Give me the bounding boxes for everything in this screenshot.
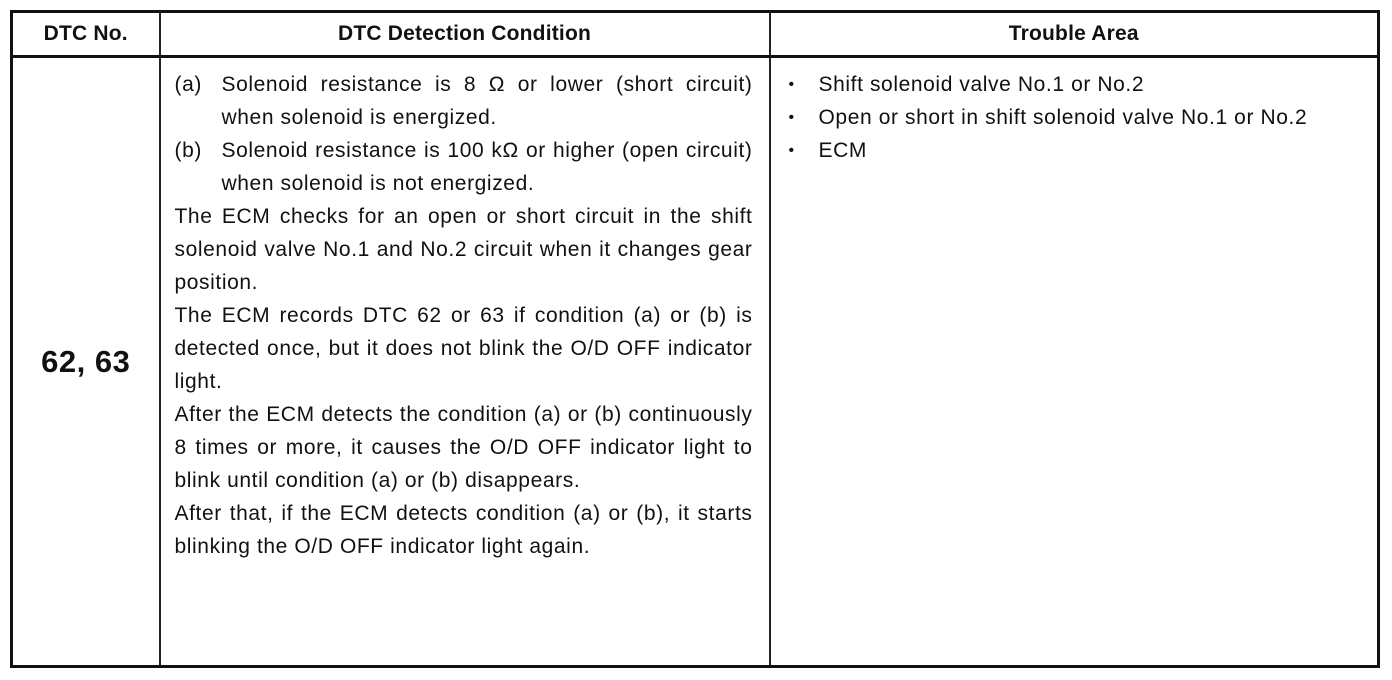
header-detection-condition: DTC Detection Condition	[160, 12, 770, 57]
bullet-icon: •	[788, 76, 795, 93]
trouble-area-text: Open or short in shift solenoid valve No.1 or No.2	[818, 106, 1308, 129]
trouble-area-item	[787, 134, 1360, 167]
header-dtc-no: DTC No.	[12, 12, 160, 57]
header-trouble-area: Trouble Area	[770, 12, 1379, 57]
condition-paragraph: After the ECM detects the condition (a) or (b) continuously 8 times or more, it causes the O/D OFF indicator light to blink until condition (a) or (b) disappears.	[174, 403, 753, 492]
table-row	[12, 57, 1379, 667]
trouble-area-text: ECM	[818, 139, 867, 162]
trouble-area-item	[787, 68, 1360, 101]
dtc-table	[10, 10, 1380, 668]
condition-text-a: Solenoid resistance is 8 Ω or lower (short circuit) when solenoid is energized.	[221, 73, 753, 129]
bullet-icon: •	[788, 142, 795, 159]
bullet-icon: •	[788, 109, 795, 126]
trouble-area-item	[787, 101, 1360, 134]
header-row	[12, 12, 1379, 57]
detection-condition-cell	[160, 57, 770, 667]
condition-item-a	[175, 68, 753, 134]
condition-item-b	[175, 134, 753, 200]
condition-paragraph: After that, if the ECM detects condition (a) or (b), it starts blinking the O/D OFF indicator light again.	[174, 502, 753, 558]
condition-paragraph: The ECM records DTC 62 or 63 if condition (a) or (b) is detected once, but it does not blink the O/D OFF indicator light.	[174, 304, 753, 393]
condition-marker-b: (b)	[174, 139, 202, 162]
dtc-number-cell: 62, 63	[12, 57, 160, 667]
condition-marker-a: (a)	[174, 73, 202, 96]
trouble-area-cell	[770, 57, 1379, 667]
trouble-area-text: Shift solenoid valve No.1 or No.2	[818, 73, 1145, 96]
condition-paragraph: The ECM checks for an open or short circuit in the shift solenoid valve No.1 and No.2 circuit when it changes gear position.	[174, 205, 753, 294]
condition-text-b: Solenoid resistance is 100 kΩ or higher (open circuit) when solenoid is not energized.	[221, 139, 753, 195]
trouble-area-list	[787, 68, 1360, 167]
